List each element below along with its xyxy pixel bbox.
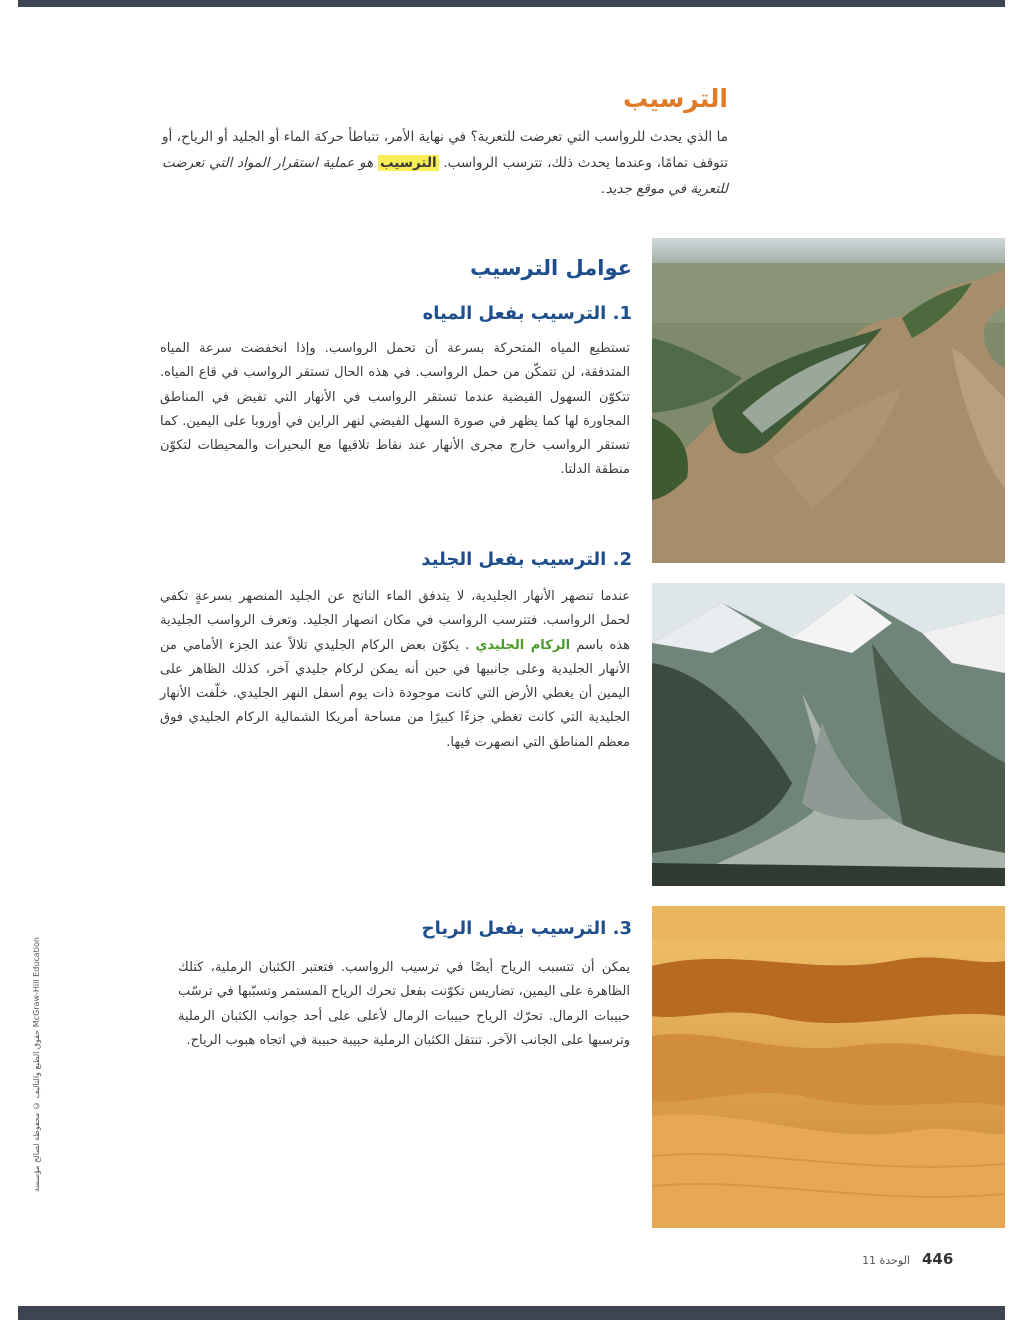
intro-question: ما الذي يحدث للرواسب التي تعرضت للتعرية؟ في نهاية الأمر، تتباطأ حركة الماء أو الجليد أو الرياح، أو تتوقف تمامًا، وعندما يحدث ذلك، تترسب الرواسب. [162,129,728,171]
heading-number: 2. [612,549,632,570]
moraine-term: الركام الجليدي [475,637,571,653]
wind-deposition-text: يمكن أن تتسبب الرياح أيضًا في ترسيب الرواسب. فتعتبر الكثبان الرملية، كتلك الظاهرة على اليمين، تضاريس تكوّنت بفعل تحرك الرياح المستمر وتسبّبها في ترسّب حبيبات الرمال. تحرّك الرياح حبيبات الرمال لأعلى على أحد جوانب الكثبان الرملية وترسبها على الجانب الآخر. تنتقل الكثبان الرملية حبيبة حبيبة في اتجاه هبوب الرياح. [178,960,630,1048]
heading-ice-deposition [232,549,632,570]
heading-text: الترسيب بفعل المياه [422,303,607,324]
copyright-side-text: حقوق الطبع والتأليف © محفوظة لصالح مؤسسة McGraw-Hill Education [32,937,41,1192]
ice-text-after: . يكوّن بعض الركام الجليدي تلالاً عند الجزء الأمامي من الأنهار الجليدية وعلى جانبيها في حين أنه يمكن لركام جليدي آخر، كذلك الظاهر على اليمين أن يغطي الأرض التي كانت موجودة ذات يوم أسفل النهر الجليدي. خلّفت الأنهار الجليدية التي كانت تغطي جزءًا كبيرًا من مساحة أمريكا الشمالية الركام الجليدي فوق معظم المناطق التي انصهرت فيها. [160,637,630,750]
intro-paragraph [162,124,728,202]
deposition-term: الترسيب [379,155,437,171]
heading-text: الترسيب بفعل الجليد [421,549,607,570]
deposition-definition: هو عملية استقرار المواد التي تعرضت للتعرية في موقع جديد. [162,155,728,197]
page-title: الترسيب [623,84,728,113]
water-deposition-text: تستطيع المياه المتحركة بسرعة أن تحمل الرواسب. وإذا انخفضت سرعة المياه المتدفقة، لن تتمكّن من حمل الرواسب. في هذه الحال تستقر الرواسب في قاع المياه. تتكوّن السهول الفيضية عندما تستقر الرواسب في الأنهار التي تفيض في المناطق المجاورة لها كما يظهر في صورة السهل الفيضي لنهر الراين في أوروبا على اليمين. كما تستقر الرواسب خارج مجرى الأنهار عند نقاط تلاقيها مع البحيرات والمحيطات لتكوّن منطقة الدلتا. [160,341,630,478]
heading-text: الترسيب بفعل الرياح [421,918,607,939]
page-number: 446 [922,1250,954,1268]
river-floodplain-photo [652,238,1005,563]
top-bar [18,0,1005,7]
footer-unit-label: الوحدة 11 [862,1254,910,1267]
ice-text-before: عندما تنصهر الأنهار الجليدية، لا يتدفق الماء الناتج عن الجليد المنصهر بسرعةٍ تكفي لحمل الرواسب. فتترسب الرواسب في مكان انصهار الجليد. وتعرف الرواسب الجليدية هذه باسم [160,589,630,653]
heading-water-deposition [232,303,632,324]
glacial-moraine-photo [652,583,1005,886]
ice-deposition-text [160,585,630,755]
heading-number: 1. [612,303,632,324]
section-title: عوامل الترسيب [470,256,632,280]
sand-dunes-photo [652,906,1005,1228]
bottom-bar [18,1306,1005,1320]
heading-number: 3. [612,918,632,939]
heading-wind-deposition [232,918,632,939]
